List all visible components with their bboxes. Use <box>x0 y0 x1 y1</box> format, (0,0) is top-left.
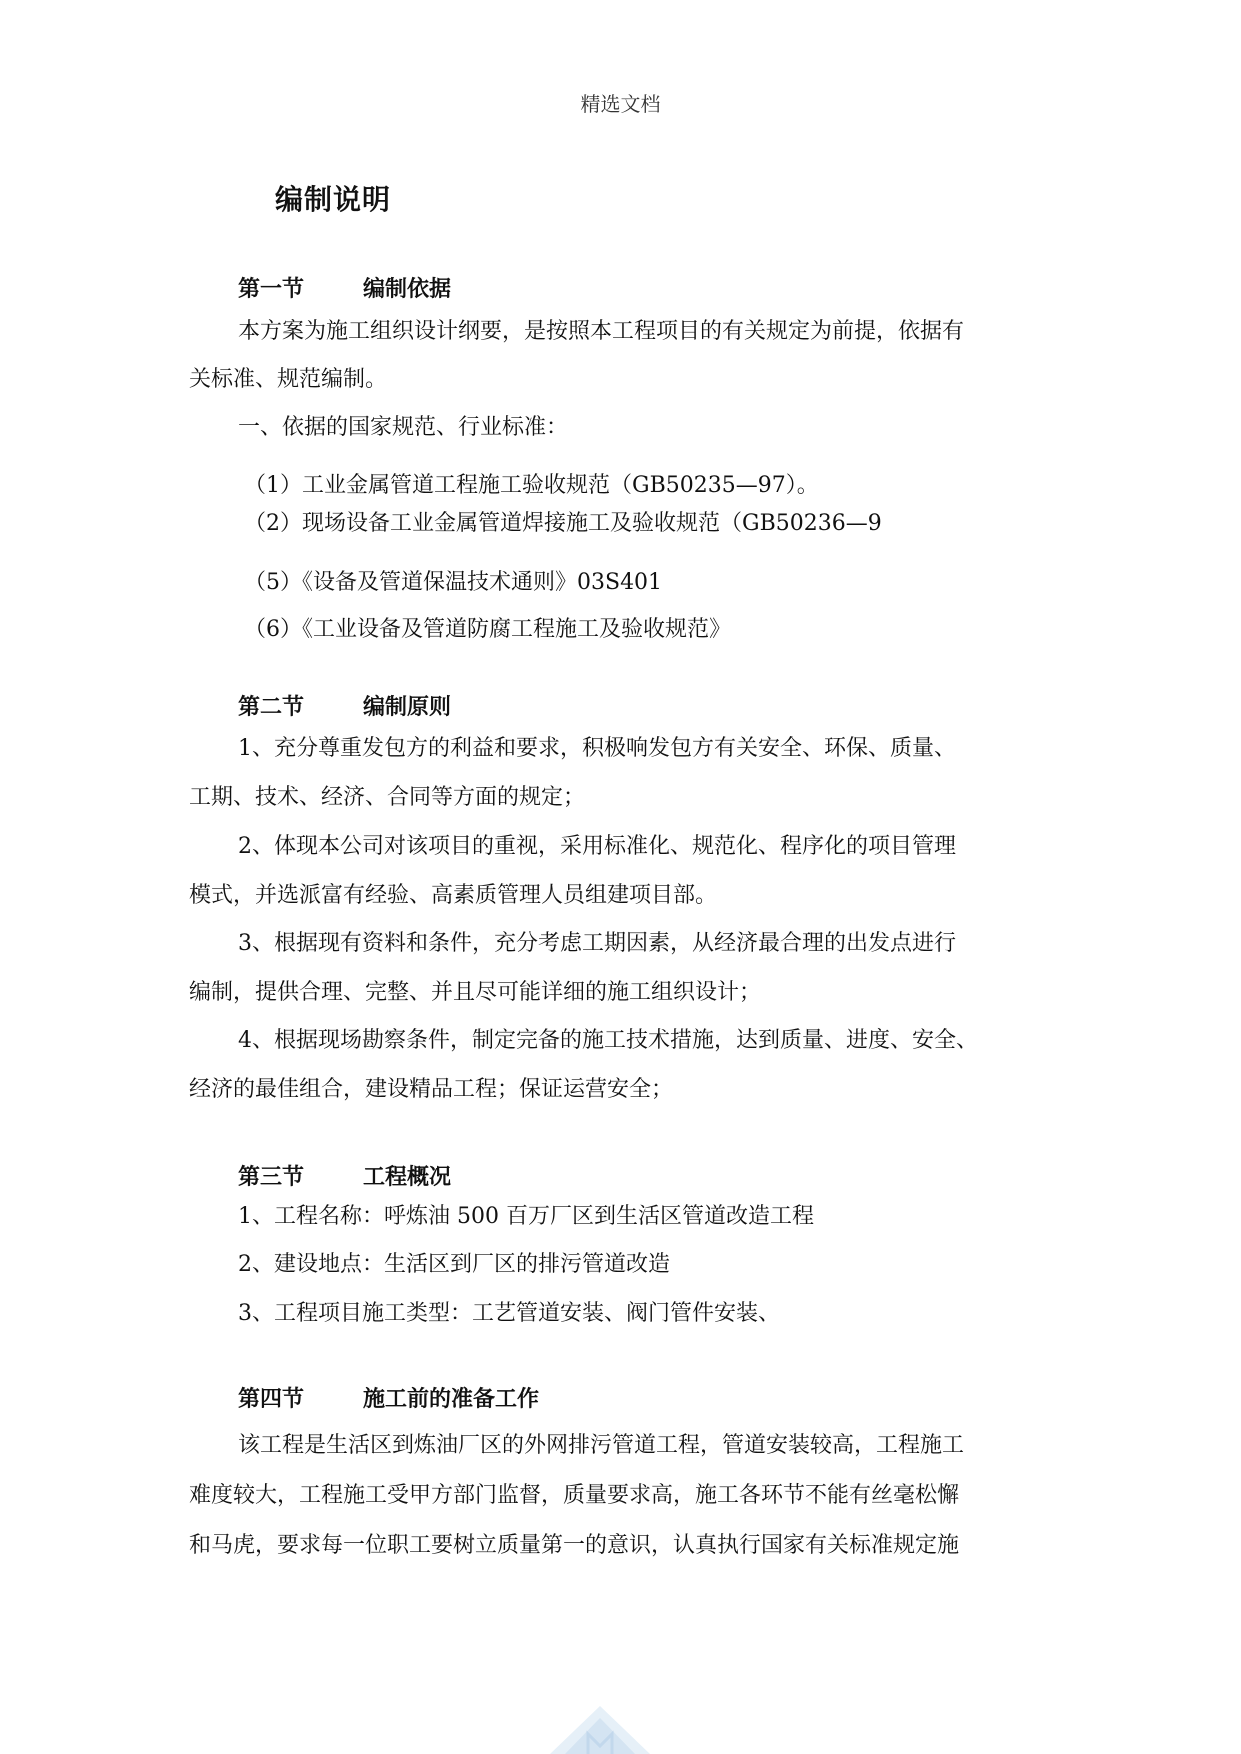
section-1-line-5: （2）现场设备工业金属管道焊接施工及验收规范（GB50236—9 <box>244 511 882 536</box>
section-1-line-3: 一、依据的国家规范、行业标准： <box>238 415 569 440</box>
section-2-title: 编制原则 <box>363 695 452 720</box>
section-2-line-1: 1、充分尊重发包方的利益和要求，积极响发包方有关安全、环保、质量、 <box>238 736 956 761</box>
section-2-line-2: 工期、技术、经济、合同等方面的规定； <box>189 785 586 810</box>
section-4-line-2: 难度较大，工程施工受甲方部门监督，质量要求高，施工各环节不能有丝毫松懈 <box>189 1483 960 1508</box>
watermark-logo-icon <box>540 1700 660 1754</box>
section-4-line-3: 和马虎，要求每一位职工要树立质量第一的意识，认真执行国家有关标准规定施 <box>189 1533 960 1558</box>
section-3-line-2: 2、建设地点：生活区到厂区的排污管道改造 <box>238 1252 670 1277</box>
section-1-heading <box>238 272 451 303</box>
section-4-title: 施工前的准备工作 <box>363 1387 540 1412</box>
section-2-number: 第二节 <box>238 695 305 720</box>
section-1-title: 编制依据 <box>363 277 452 302</box>
page-header: 精选文档 <box>580 92 661 116</box>
section-4-heading <box>238 1382 539 1413</box>
document-title: 编制说明 <box>275 183 392 216</box>
section-3-line-3: 3、工程项目施工类型：工艺管道安装、阀门管件安装、 <box>238 1301 780 1326</box>
section-2-line-8: 经济的最佳组合，建设精品工程；保证运营安全； <box>189 1077 674 1102</box>
section-3-line-1: 1、工程名称：呼炼油 500 百万厂区到生活区管道改造工程 <box>238 1204 814 1229</box>
section-2-line-4: 模式，并选派富有经验、高素质管理人员组建项目部。 <box>189 883 718 908</box>
section-3-title: 工程概况 <box>363 1165 452 1190</box>
section-1-line-1: 本方案为施工组织设计纲要，是按照本工程项目的有关规定为前提，依据有 <box>238 319 965 344</box>
section-1-line-7: （6）《工业设备及管道防腐工程施工及验收规范》 <box>244 617 731 642</box>
section-2-line-7: 4、根据现场勘察条件，制定完备的施工技术措施，达到质量、进度、安全、 <box>238 1028 978 1053</box>
section-2-heading <box>238 690 451 721</box>
section-2-line-3: 2、体现本公司对该项目的重视，采用标准化、规范化、程序化的项目管理 <box>238 834 956 859</box>
section-2-line-6: 编制，提供合理、完整、并且尽可能详细的施工组织设计； <box>189 980 762 1005</box>
section-1-line-2: 关标准、规范编制。 <box>189 367 388 392</box>
section-1-line-4: （1）工业金属管道工程施工验收规范（GB50235—97）。 <box>244 473 819 498</box>
section-1-line-6: （5）《设备及管道保温技术通则》03S401 <box>244 570 663 595</box>
section-4-number: 第四节 <box>238 1387 305 1412</box>
section-2-line-5: 3、根据现有资料和条件，充分考虑工期因素，从经济最合理的出发点进行 <box>238 931 956 956</box>
section-3-number: 第三节 <box>238 1165 305 1190</box>
section-4-line-1: 该工程是生活区到炼油厂区的外网排污管道工程，管道安装较高，工程施工 <box>238 1433 965 1458</box>
section-3-heading <box>238 1160 451 1191</box>
section-1-number: 第一节 <box>238 277 305 302</box>
